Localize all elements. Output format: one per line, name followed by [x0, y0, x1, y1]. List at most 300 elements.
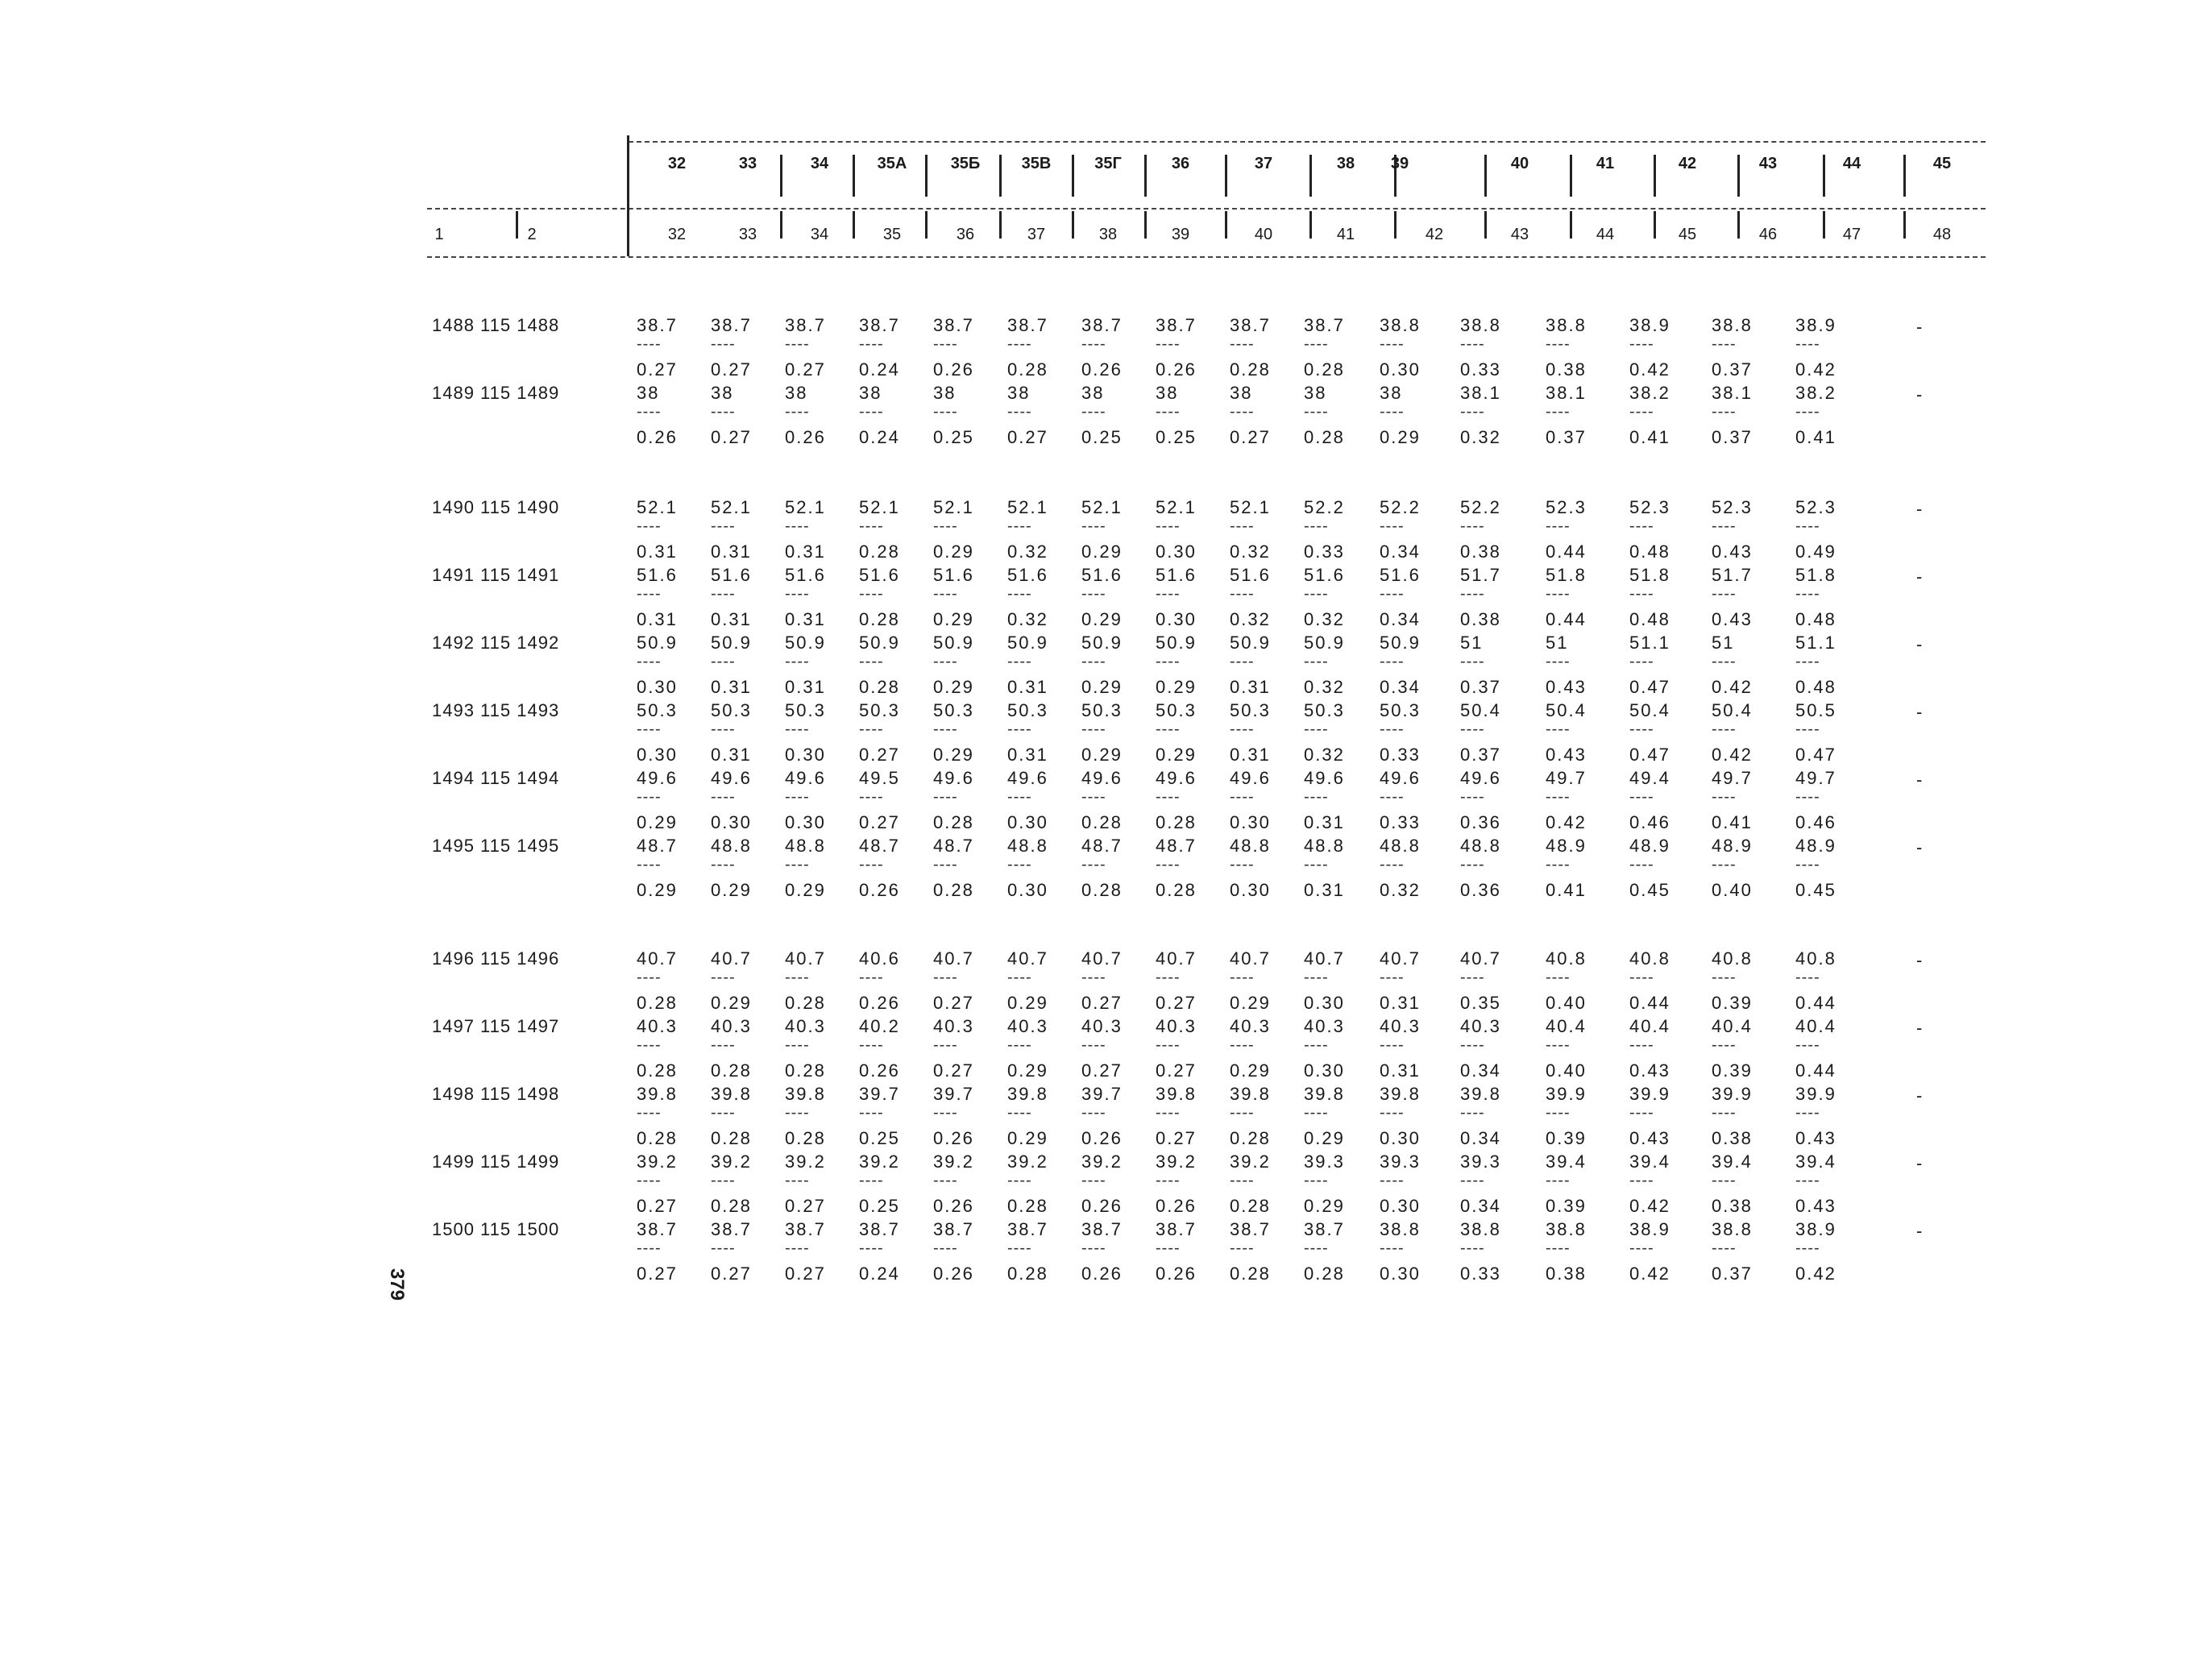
fraction-bar: ----	[933, 969, 958, 986]
denominator-value: 0.28	[859, 677, 900, 697]
denominator-value: 0.24	[859, 427, 900, 447]
fraction-bar: ----	[1081, 1239, 1106, 1257]
numerator-value: 49.6	[1230, 768, 1271, 788]
header-column-separator	[1309, 155, 1312, 197]
fraction-bar: ----	[1304, 969, 1329, 986]
header-top-label: 45	[1932, 155, 1952, 172]
denominator-value: 0.31	[1007, 677, 1048, 697]
fraction-bar: ----	[711, 653, 736, 670]
numerator-value: 48.7	[933, 836, 974, 856]
denominator-value: 0.28	[1156, 812, 1197, 832]
header-bottom-label: 47	[1842, 226, 1861, 243]
header-column-separator	[780, 211, 782, 239]
fraction-bar: ----	[1712, 788, 1737, 806]
denominator-value: 0.44	[1546, 541, 1587, 562]
numerator-value: 51.8	[1546, 565, 1587, 585]
denominator-value: 0.42	[1629, 1196, 1670, 1216]
denominator-value: 0.30	[1380, 1128, 1421, 1148]
fraction-bar: ----	[1230, 788, 1255, 806]
numerator-value: 39.8	[1230, 1084, 1271, 1104]
denominator-value: 0.43	[1795, 1128, 1836, 1148]
denominator-value: 0.30	[1007, 812, 1048, 832]
fraction-bar: ----	[1380, 1239, 1405, 1257]
fraction-bar: ----	[1007, 585, 1032, 603]
denominator-value: 0.29	[933, 609, 974, 629]
fraction-bar: ----	[933, 585, 958, 603]
fraction-bar: ----	[1156, 969, 1181, 986]
numerator-value: 51.6	[933, 565, 974, 585]
fraction-bar: ----	[1230, 585, 1255, 603]
denominator-value: 0.26	[1156, 1263, 1197, 1284]
numerator-value: 40.7	[1460, 948, 1501, 969]
numerator-value: 50.5	[1795, 700, 1836, 720]
fraction-bar: ----	[1712, 969, 1737, 986]
fraction-bar: ----	[1007, 335, 1032, 353]
numerator-value: 51.1	[1795, 633, 1836, 653]
numerator-value: 49.4	[1629, 768, 1670, 788]
denominator-value: 0.27	[1230, 427, 1271, 447]
numerator-value: 50.9	[859, 633, 900, 653]
numerator-value: 50.9	[1081, 633, 1123, 653]
numerator-value: 52.1	[1156, 497, 1197, 517]
denominator-value: 0.28	[711, 1196, 752, 1216]
denominator-value: 0.38	[1712, 1128, 1753, 1148]
numerator-value: 52.3	[1546, 497, 1587, 517]
fraction-bar: ----	[637, 335, 662, 353]
fraction-bar: ----	[1156, 653, 1181, 670]
denominator-value: 0.34	[1380, 677, 1421, 697]
numerator-value: 38.7	[637, 315, 678, 335]
denominator-value: 0.30	[1156, 609, 1197, 629]
fraction-bar: ----	[1546, 335, 1571, 353]
denominator-value: 0.49	[1795, 541, 1836, 562]
numerator-value: 39.8	[1156, 1084, 1197, 1104]
numerator-value: 50.3	[1230, 700, 1271, 720]
numerator-value: 38	[859, 383, 882, 403]
fraction-bar: ----	[1304, 856, 1329, 873]
fraction-bar: ----	[1230, 653, 1255, 670]
numerator-value: 49.6	[1156, 768, 1197, 788]
fraction-bar: ----	[1304, 335, 1329, 353]
denominator-value: 0.30	[711, 812, 752, 832]
denominator-value: 0.26	[933, 1196, 974, 1216]
header-bottom-label: 35	[882, 226, 902, 243]
denominator-value: 0.45	[1795, 880, 1836, 900]
numerator-value: 40.3	[1304, 1016, 1345, 1036]
header-bottom-label: 40	[1254, 226, 1273, 243]
denominator-value: 0.28	[1007, 359, 1048, 380]
fraction-bar: ----	[1007, 969, 1032, 986]
fraction-bar: ----	[1380, 1104, 1405, 1122]
denominator-value: 0.28	[1304, 359, 1345, 380]
numerator-value: 38.8	[1712, 1219, 1753, 1239]
numerator-value: 39.3	[1460, 1151, 1501, 1172]
numerator-value: 50.9	[933, 633, 974, 653]
fraction-bar: ----	[637, 1239, 662, 1257]
numerator-value: 48.7	[637, 836, 678, 856]
denominator-value: 0.42	[1712, 677, 1753, 697]
fraction-bar: ----	[1007, 1036, 1032, 1054]
numerator-value: 51	[1460, 633, 1484, 653]
fraction-bar: ----	[1156, 1172, 1181, 1189]
denominator-value: 0.44	[1546, 609, 1587, 629]
numerator-value: 38.7	[1230, 1219, 1271, 1239]
header-column-separator	[999, 155, 1002, 197]
numerator-value: 52.2	[1460, 497, 1501, 517]
header-bottom-label: 32	[667, 226, 687, 243]
fraction-bar: ----	[1629, 856, 1654, 873]
header-top-label: 38	[1336, 155, 1355, 172]
header-top-label: 35В	[1021, 155, 1052, 172]
numerator-value: 49.6	[711, 768, 752, 788]
numerator-value: 38.7	[1230, 315, 1271, 335]
numerator-value: 38.8	[1380, 1219, 1421, 1239]
denominator-value: 0.30	[637, 745, 678, 765]
numerator-value: 48.8	[785, 836, 826, 856]
denominator-value: 0.27	[1156, 1128, 1197, 1148]
denominator-value: 0.31	[1007, 745, 1048, 765]
denominator-value: 0.38	[1712, 1196, 1753, 1216]
denominator-value: 0.31	[1380, 993, 1421, 1013]
numerator-value: 38.7	[1007, 315, 1048, 335]
fraction-bar: ----	[785, 653, 810, 670]
numerator-value: 39.8	[1460, 1084, 1501, 1104]
numerator-value: 49.6	[785, 768, 826, 788]
header-bottom-rule	[427, 256, 1986, 258]
numerator-value: 49.6	[1304, 768, 1345, 788]
denominator-value: 0.28	[933, 880, 974, 900]
denominator-value: 0.31	[711, 609, 752, 629]
denominator-value: 0.28	[1230, 1128, 1271, 1148]
fraction-bar: ----	[1156, 1036, 1181, 1054]
fraction-bar: ----	[785, 720, 810, 738]
numerator-value: 39.8	[1380, 1084, 1421, 1104]
numerator-value: 40.7	[1081, 948, 1123, 969]
denominator-value: 0.30	[1304, 993, 1345, 1013]
denominator-value: 0.40	[1546, 1060, 1587, 1081]
numerator-value: 39.7	[933, 1084, 974, 1104]
numerator-value: 40.6	[859, 948, 900, 969]
fraction-bar: ----	[1156, 856, 1181, 873]
denominator-value: 0.30	[1230, 880, 1271, 900]
fraction-bar: ----	[1081, 1036, 1106, 1054]
numerator-value: 52.1	[1081, 497, 1123, 517]
fraction-bar: ----	[785, 788, 810, 806]
denominator-value: 0.29	[711, 880, 752, 900]
denominator-value: 0.33	[1460, 359, 1501, 380]
denominator-value: 0.39	[1712, 1060, 1753, 1081]
numerator-value: 38.7	[933, 1219, 974, 1239]
header-top-label: 44	[1842, 155, 1861, 172]
numerator-value: 38.7	[1081, 315, 1123, 335]
denominator-value: 0.28	[1007, 1196, 1048, 1216]
numerator-value: 52.1	[711, 497, 752, 517]
fraction-bar: ----	[1230, 335, 1255, 353]
numerator-value: 51.6	[1230, 565, 1271, 585]
numerator-value: 39.8	[785, 1084, 826, 1104]
denominator-value: 0.29	[1380, 427, 1421, 447]
denominator-value: 0.43	[1546, 745, 1587, 765]
numerator-value: 38.8	[1460, 315, 1501, 335]
denominator-value: 0.41	[1629, 427, 1670, 447]
fraction-bar: ----	[1304, 1239, 1329, 1257]
numerator-value: 52.2	[1304, 497, 1345, 517]
numerator-value: 51.6	[711, 565, 752, 585]
numerator-value: 49.7	[1795, 768, 1836, 788]
row-label: 1500 115 1500	[432, 1219, 560, 1239]
header-top-label: 35Б	[950, 155, 981, 172]
header-middle-rule	[427, 208, 1986, 210]
fraction-bar: ----	[1304, 517, 1329, 535]
fraction-bar: ----	[1380, 403, 1405, 421]
numerator-value: 40.3	[1081, 1016, 1123, 1036]
row-end-mark: -	[1916, 770, 1923, 790]
numerator-value: 50.4	[1460, 700, 1501, 720]
fraction-bar: ----	[637, 1104, 662, 1122]
fraction-bar: ----	[1629, 653, 1654, 670]
header-top-label: 35Г	[1094, 155, 1122, 172]
denominator-value: 0.43	[1712, 541, 1753, 562]
row-end-mark: -	[1916, 499, 1923, 519]
numerator-value: 38	[1230, 383, 1253, 403]
denominator-value: 0.32	[1230, 609, 1271, 629]
fraction-bar: ----	[1795, 1239, 1820, 1257]
denominator-value: 0.38	[1546, 359, 1587, 380]
denominator-value: 0.42	[1629, 359, 1670, 380]
denominator-value: 0.29	[933, 541, 974, 562]
numerator-value: 38.7	[637, 1219, 678, 1239]
fraction-bar: ----	[1460, 335, 1485, 353]
numerator-value: 48.9	[1712, 836, 1753, 856]
header-column-separator	[1654, 155, 1656, 197]
denominator-value: 0.28	[1007, 1263, 1048, 1284]
denominator-value: 0.27	[785, 1263, 826, 1284]
header-top-label: 35А	[877, 155, 907, 172]
fraction-bar: ----	[785, 335, 810, 353]
row-label: 1491 115 1491	[432, 565, 560, 585]
fraction-bar: ----	[1007, 403, 1032, 421]
denominator-value: 0.43	[1629, 1128, 1670, 1148]
denominator-value: 0.28	[1081, 880, 1123, 900]
numerator-value: 38	[1304, 383, 1327, 403]
denominator-value: 0.29	[1230, 1060, 1271, 1081]
denominator-value: 0.41	[1795, 427, 1836, 447]
fraction-bar: ----	[933, 788, 958, 806]
numerator-value: 51.6	[785, 565, 826, 585]
numerator-value: 38.7	[785, 1219, 826, 1239]
fraction-bar: ----	[1081, 653, 1106, 670]
denominator-value: 0.37	[1712, 359, 1753, 380]
denominator-value: 0.31	[1230, 677, 1271, 697]
fraction-bar: ----	[1629, 969, 1654, 986]
fraction-bar: ----	[637, 653, 662, 670]
fraction-bar: ----	[637, 1172, 662, 1189]
numerator-value: 38.7	[859, 1219, 900, 1239]
numerator-value: 38.7	[1156, 315, 1197, 335]
fraction-bar: ----	[1081, 585, 1106, 603]
header-column-separator	[780, 155, 782, 197]
fraction-bar: ----	[711, 856, 736, 873]
numerator-value: 40.3	[785, 1016, 826, 1036]
header-column-separator	[1737, 155, 1740, 197]
denominator-value: 0.31	[711, 745, 752, 765]
numerator-value: 38.8	[1712, 315, 1753, 335]
denominator-value: 0.48	[1795, 677, 1836, 697]
denominator-value: 0.45	[1629, 880, 1670, 900]
fraction-bar: ----	[1629, 335, 1654, 353]
denominator-value: 0.38	[1460, 541, 1501, 562]
fraction-bar: ----	[1304, 720, 1329, 738]
fraction-bar: ----	[1712, 403, 1737, 421]
fraction-bar: ----	[1156, 720, 1181, 738]
fraction-bar: ----	[859, 1104, 884, 1122]
numerator-value: 51.6	[1007, 565, 1048, 585]
header-column-separator	[925, 155, 928, 197]
denominator-value: 0.25	[859, 1128, 900, 1148]
header-bottom-label: 39	[1171, 226, 1190, 243]
denominator-value: 0.37	[1546, 427, 1587, 447]
numerator-value: 50.9	[637, 633, 678, 653]
header-bottom-label: 38	[1098, 226, 1118, 243]
header-top-label: 37	[1254, 155, 1273, 172]
fraction-bar: ----	[1007, 1172, 1032, 1189]
row-label: 1498 115 1498	[432, 1084, 560, 1104]
fraction-bar: ----	[1230, 1172, 1255, 1189]
denominator-value: 0.26	[933, 1128, 974, 1148]
denominator-value: 0.31	[1230, 745, 1271, 765]
denominator-value: 0.48	[1629, 609, 1670, 629]
numerator-value: 50.3	[1156, 700, 1197, 720]
fraction-bar: ----	[1795, 969, 1820, 986]
fraction-bar: ----	[1795, 653, 1820, 670]
fraction-bar: ----	[1156, 403, 1181, 421]
fraction-bar: ----	[1460, 403, 1485, 421]
numerator-value: 38.2	[1629, 383, 1670, 403]
denominator-value: 0.25	[1156, 427, 1197, 447]
numerator-value: 50.4	[1546, 700, 1587, 720]
header-bottom-label: 1	[434, 226, 444, 243]
fraction-bar: ----	[1460, 517, 1485, 535]
denominator-value: 0.36	[1460, 812, 1501, 832]
denominator-value: 0.24	[859, 359, 900, 380]
numerator-value: 40.7	[1156, 948, 1197, 969]
fraction-bar: ----	[859, 335, 884, 353]
numerator-value: 39.2	[785, 1151, 826, 1172]
numerator-value: 38.9	[1795, 315, 1836, 335]
fraction-bar: ----	[1007, 788, 1032, 806]
numerator-value: 39.2	[1007, 1151, 1048, 1172]
header-bottom-label: 34	[810, 226, 829, 243]
row-end-mark: -	[1916, 1221, 1923, 1241]
fraction-bar: ----	[711, 720, 736, 738]
fraction-bar: ----	[1712, 720, 1737, 738]
header-column-separator	[1072, 155, 1074, 197]
denominator-value: 0.31	[785, 541, 826, 562]
denominator-value: 0.29	[1081, 745, 1123, 765]
fraction-bar: ----	[1380, 517, 1405, 535]
fraction-bar: ----	[1304, 1172, 1329, 1189]
denominator-value: 0.29	[637, 812, 678, 832]
numerator-value: 40.3	[1156, 1016, 1197, 1036]
numerator-value: 51.6	[1081, 565, 1123, 585]
denominator-value: 0.43	[1546, 677, 1587, 697]
header-column-separator	[1225, 211, 1227, 239]
fraction-bar: ----	[1546, 653, 1571, 670]
fraction-bar: ----	[1156, 517, 1181, 535]
denominator-value: 0.41	[1546, 880, 1587, 900]
numerator-value: 51.6	[1156, 565, 1197, 585]
numerator-value: 49.7	[1546, 768, 1587, 788]
fraction-bar: ----	[637, 720, 662, 738]
fraction-bar: ----	[1712, 653, 1737, 670]
numerator-value: 39.4	[1795, 1151, 1836, 1172]
fraction-bar: ----	[859, 1036, 884, 1054]
fraction-bar: ----	[1546, 720, 1571, 738]
denominator-value: 0.27	[1081, 993, 1123, 1013]
denominator-value: 0.27	[711, 1263, 752, 1284]
fraction-bar: ----	[1546, 969, 1571, 986]
header-top-label: 43	[1758, 155, 1778, 172]
header-bottom-label: 43	[1510, 226, 1529, 243]
denominator-value: 0.39	[1712, 993, 1753, 1013]
denominator-value: 0.28	[933, 812, 974, 832]
fraction-bar: ----	[859, 969, 884, 986]
header-top-label: 32	[667, 155, 687, 172]
denominator-value: 0.28	[859, 541, 900, 562]
numerator-value: 38.9	[1795, 1219, 1836, 1239]
denominator-value: 0.26	[1081, 1196, 1123, 1216]
denominator-value: 0.46	[1795, 812, 1836, 832]
fraction-bar: ----	[1156, 585, 1181, 603]
fraction-bar: ----	[1712, 1172, 1737, 1189]
fraction-bar: ----	[1304, 653, 1329, 670]
fraction-bar: ----	[1629, 1239, 1654, 1257]
row-end-mark: -	[1916, 702, 1923, 722]
header-top-label: 40	[1510, 155, 1529, 172]
numerator-value: 38.7	[1007, 1219, 1048, 1239]
numerator-value: 51.8	[1629, 565, 1670, 585]
denominator-value: 0.28	[711, 1060, 752, 1081]
denominator-value: 0.33	[1380, 812, 1421, 832]
numerator-value: 40.8	[1795, 948, 1836, 969]
denominator-value: 0.31	[637, 541, 678, 562]
fraction-bar: ----	[1795, 1172, 1820, 1189]
fraction-bar: ----	[1629, 517, 1654, 535]
fraction-bar: ----	[1230, 1104, 1255, 1122]
numerator-value: 40.3	[1460, 1016, 1501, 1036]
numerator-value: 40.3	[637, 1016, 678, 1036]
denominator-value: 0.28	[785, 1060, 826, 1081]
numerator-value: 38.1	[1546, 383, 1587, 403]
fraction-bar: ----	[711, 788, 736, 806]
numerator-value: 39.2	[933, 1151, 974, 1172]
header-left-bar	[627, 135, 629, 256]
fraction-bar: ----	[1546, 585, 1571, 603]
fraction-bar: ----	[1795, 1036, 1820, 1054]
denominator-value: 0.27	[785, 1196, 826, 1216]
numerator-value: 51.6	[1380, 565, 1421, 585]
denominator-value: 0.37	[1460, 677, 1501, 697]
row-end-mark: -	[1916, 566, 1923, 587]
denominator-value: 0.47	[1629, 677, 1670, 697]
denominator-value: 0.27	[933, 993, 974, 1013]
denominator-value: 0.44	[1795, 1060, 1836, 1081]
fraction-bar: ----	[711, 517, 736, 535]
numerator-value: 48.9	[1546, 836, 1587, 856]
denominator-value: 0.30	[1156, 541, 1197, 562]
denominator-value: 0.34	[1460, 1060, 1501, 1081]
numerator-value: 39.2	[711, 1151, 752, 1172]
